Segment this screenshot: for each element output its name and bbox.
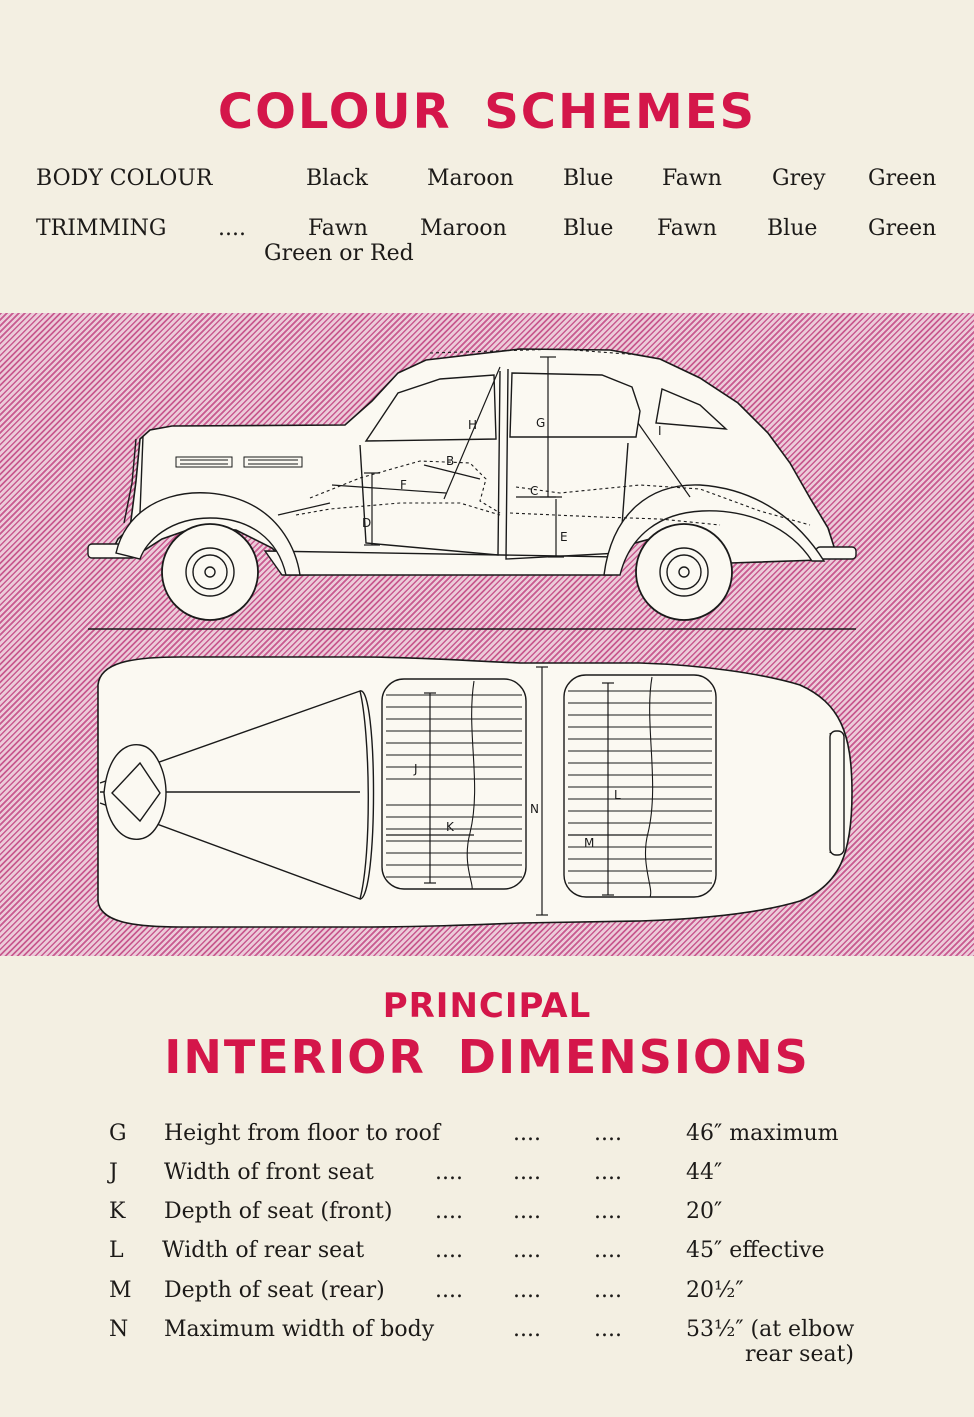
dimensions-title-line1: PRINCIPAL: [382, 986, 592, 1026]
body-colour-grey: Grey: [772, 166, 826, 191]
label-i: I: [658, 424, 662, 438]
body-colour-blue: Blue: [563, 166, 614, 191]
trimming-row: [0, 216, 974, 276]
body-colour-green: Green: [868, 166, 937, 191]
label-f: F: [400, 478, 407, 492]
label-h: H: [468, 418, 478, 432]
trim-extra-note: Green or Red: [264, 241, 414, 266]
dimensions-title-line2: INTERIOR DIMENSIONS: [164, 1030, 810, 1084]
dim-value-continued: rear seat): [745, 1342, 855, 1367]
dim-value: 53½″ (at elbow: [686, 1317, 855, 1342]
dimension-row-k: [0, 1199, 974, 1227]
label-g: G: [536, 416, 546, 430]
dim-dots: ....: [435, 1278, 463, 1303]
dim-letter: J: [109, 1160, 118, 1185]
dim-dots: ....: [513, 1317, 541, 1342]
dim-dots: ....: [594, 1121, 622, 1146]
plan-view: [98, 657, 852, 927]
plan-rear-seat: [564, 675, 716, 897]
car-diagram: [0, 313, 974, 956]
label-l: L: [614, 788, 621, 802]
label-d: D: [362, 516, 372, 530]
trim-colour-fawn-2: Fawn: [657, 216, 717, 241]
dimension-row-l: [0, 1238, 974, 1266]
label-c: C: [530, 484, 539, 498]
dim-value: 46″ maximum: [686, 1121, 839, 1146]
dim-description: Width of front seat: [164, 1160, 374, 1185]
dim-dots: ....: [513, 1121, 541, 1146]
dim-description: Maximum width of body: [164, 1317, 435, 1342]
dim-description: Depth of seat (front): [164, 1199, 393, 1224]
front-wheel: [162, 524, 258, 620]
dim-dots: ....: [594, 1199, 622, 1224]
dim-dots: ....: [594, 1317, 622, 1342]
label-m: M: [584, 836, 595, 850]
label-b: B: [446, 454, 455, 468]
rear-wheel: [636, 524, 732, 620]
trim-colour-blue: Blue: [563, 216, 614, 241]
rear-window: [510, 373, 640, 437]
dimension-row-j: [0, 1160, 974, 1188]
plan-front-seat: [382, 679, 526, 889]
dim-description: Height from floor to roof: [164, 1121, 440, 1146]
dim-dots: ....: [594, 1238, 622, 1263]
body-colour-black: Black: [306, 166, 368, 191]
dim-value: 44″: [686, 1160, 723, 1185]
dimension-row-n: [0, 1317, 974, 1373]
dim-dots: ....: [435, 1199, 463, 1224]
trimming-label: TRIMMING: [36, 216, 167, 241]
label-e: E: [560, 530, 568, 544]
dim-letter: G: [109, 1121, 127, 1146]
trim-colour-blue-2: Blue: [767, 216, 818, 241]
body-colour-fawn: Fawn: [662, 166, 722, 191]
dim-dots: ....: [435, 1238, 463, 1263]
dim-letter: N: [109, 1317, 129, 1342]
trim-colour-green: Green: [868, 216, 937, 241]
dim-description: Depth of seat (rear): [164, 1278, 385, 1303]
body-colour-row: [0, 166, 974, 196]
dim-dots: ....: [513, 1238, 541, 1263]
dim-dots: ....: [435, 1160, 463, 1185]
label-j: J: [414, 762, 418, 776]
dim-value: 45″ effective: [686, 1238, 825, 1263]
dim-letter: L: [109, 1238, 124, 1263]
dim-description: Width of rear seat: [162, 1238, 365, 1263]
body-colour-label: BODY COLOUR: [36, 166, 213, 191]
dim-value: 20″: [686, 1199, 723, 1224]
dim-dots: ....: [513, 1160, 541, 1185]
trimming-dots: ....: [218, 216, 246, 241]
dim-letter: K: [109, 1199, 126, 1224]
dim-dots: ....: [594, 1160, 622, 1185]
dim-letter: M: [109, 1278, 132, 1303]
dim-dots: ....: [513, 1199, 541, 1224]
car-diagram-panel: [0, 313, 974, 956]
dimension-row-m: [0, 1278, 974, 1306]
side-view: [88, 349, 856, 620]
dim-dots: ....: [513, 1278, 541, 1303]
label-k: K: [446, 820, 454, 834]
trim-colour-maroon: Maroon: [420, 216, 507, 241]
body-colour-maroon: Maroon: [427, 166, 514, 191]
colour-schemes-title: COLOUR SCHEMES: [217, 84, 757, 140]
dim-value: 20½″: [686, 1278, 744, 1303]
trim-colour-fawn: Fawn: [308, 216, 368, 241]
label-n: N: [530, 802, 539, 816]
dim-dots: ....: [594, 1278, 622, 1303]
dimension-row-g: [0, 1121, 974, 1149]
